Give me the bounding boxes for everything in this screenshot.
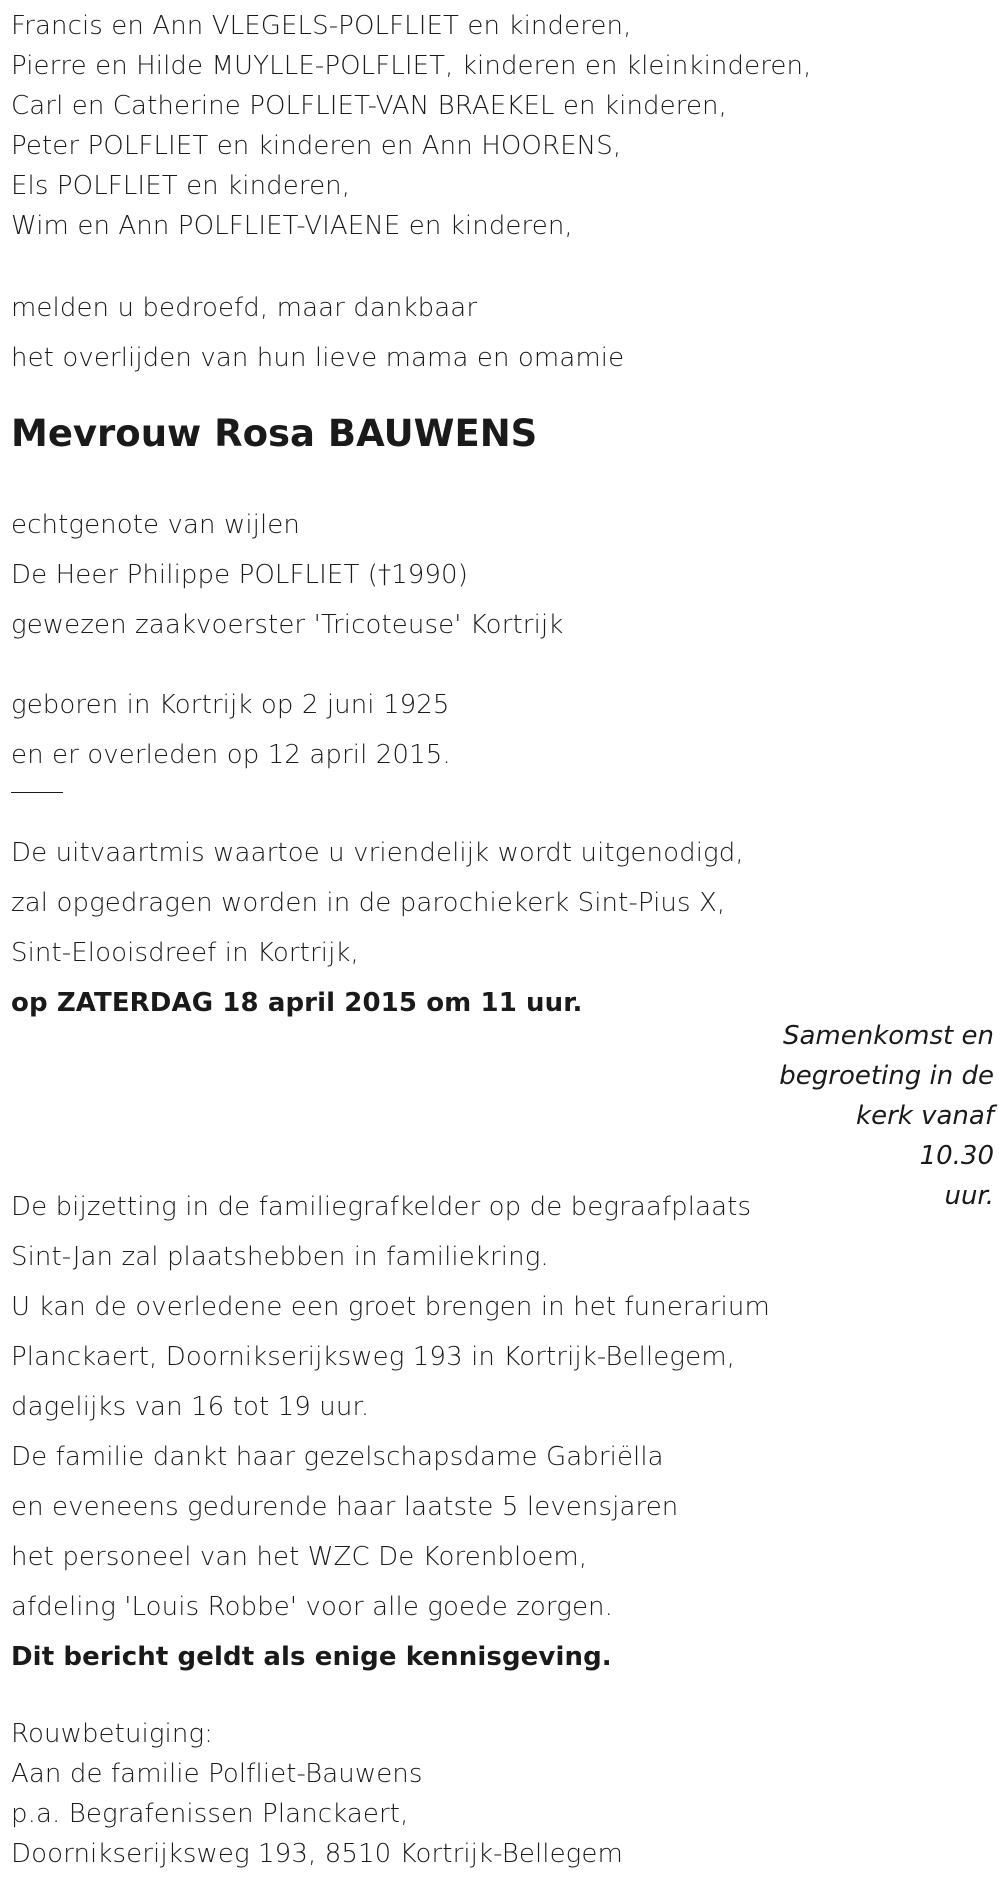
family-line: Carl en Catherine POLFLIET-VAN BRAEKEL en kinderen, xyxy=(11,91,727,121)
gathering-note xyxy=(774,1016,994,1216)
burial-line: De familie dankt haar gezelschapsdame Gabriëlla xyxy=(11,1442,664,1472)
family-line: Wim en Ann POLFLIET-VIAENE en kinderen, xyxy=(11,211,573,241)
death-line: en er overleden op 12 april 2015. xyxy=(11,740,451,770)
burial-line: dagelijks van 16 tot 19 uur. xyxy=(11,1392,370,1422)
burial-line: De bijzetting in de familiegrafkelder op de begraafplaats xyxy=(11,1192,752,1222)
burial-line: afdeling 'Louis Robbe' voor alle goede zorgen. xyxy=(11,1592,613,1622)
gathering-line: kerk vanaf 10.30 xyxy=(856,1101,994,1171)
service-datetime: op ZATERDAG 18 april 2015 om 11 uur. xyxy=(11,988,583,1018)
family-line: Francis en Ann VLEGELS-POLFLIET en kinderen, xyxy=(11,11,632,41)
burial-line: het personeel van het WZC De Korenbloem, xyxy=(11,1542,588,1572)
condolence-address xyxy=(11,1714,623,1874)
family-line: Els POLFLIET en kinderen, xyxy=(11,171,351,201)
condolence-line: Rouwbetuiging: xyxy=(11,1719,214,1749)
burial-info xyxy=(11,1182,770,1682)
section-divider xyxy=(11,792,63,793)
announcement-line: het overlijden van hun lieve mama en omamie xyxy=(11,343,625,373)
gathering-line: begroeting in de xyxy=(779,1061,994,1091)
announcement xyxy=(11,283,624,383)
family-line: Pierre en Hilde MUYLLE-POLFLIET, kinderen en kleinkinderen, xyxy=(11,51,812,81)
gathering-line: uur. xyxy=(944,1181,994,1211)
announcement-line: melden u bedroefd, maar dankbaar xyxy=(11,293,478,323)
funeral-service xyxy=(11,828,744,1028)
condolence-line: p.a. Begrafenissen Planckaert, xyxy=(11,1799,409,1829)
notice-line: Dit bericht geldt als enige kennisgeving. xyxy=(11,1642,612,1672)
service-line: Sint-Elooisdreef in Kortrijk, xyxy=(11,938,359,968)
spouse-line: De Heer Philippe POLFLIET (†1990) xyxy=(11,560,468,590)
condolence-line: Doornikserijksweg 193, 8510 Kortrijk-Bellegem xyxy=(11,1839,623,1869)
birth-line: geboren in Kortrijk op 2 juni 1925 xyxy=(11,690,450,720)
spouse-line: echtgenote van wijlen xyxy=(11,510,300,540)
service-line: De uitvaartmis waartoe u vriendelijk wordt uitgenodigd, xyxy=(11,838,744,868)
burial-line: Planckaert, Doornikserijksweg 193 in Kortrijk-Bellegem, xyxy=(11,1342,735,1372)
burial-line: Sint-Jan zal plaatshebben in familiekring. xyxy=(11,1242,549,1272)
family-line: Peter POLFLIET en kinderen en Ann HOORENS, xyxy=(11,131,622,161)
spouse-info xyxy=(11,500,563,650)
family-list xyxy=(11,6,811,246)
life-dates xyxy=(11,680,451,780)
burial-line: en eveneens gedurende haar laatste 5 levensjaren xyxy=(11,1492,679,1522)
burial-line: U kan de overledene een groet brengen in het funerarium xyxy=(11,1292,770,1322)
spouse-line: gewezen zaakvoerster 'Tricoteuse' Kortrijk xyxy=(11,610,564,640)
service-line: zal opgedragen worden in de parochiekerk Sint-Pius X, xyxy=(11,888,726,918)
deceased-name: Mevrouw Rosa BAUWENS xyxy=(11,412,538,455)
condolence-line: Aan de familie Polfliet-Bauwens xyxy=(11,1759,423,1789)
gathering-line: Samenkomst en xyxy=(782,1021,994,1051)
